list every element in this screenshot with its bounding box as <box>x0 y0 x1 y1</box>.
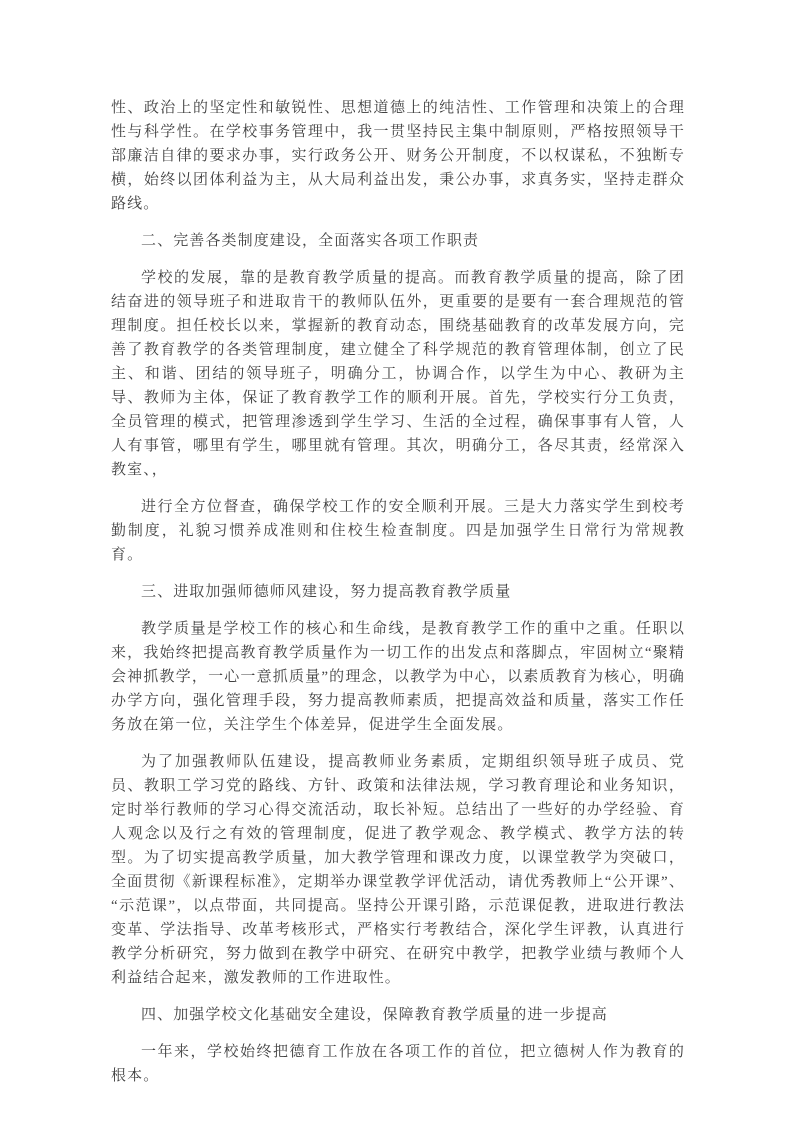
paragraph: 进行全方位督查，确保学校工作的安全顺利开展。三是大力落实学生到校考勤制度，礼貌习惯养成准则和住校生检查制度。四是加强学生日常行为常规教育。 <box>111 499 685 563</box>
document-body <box>111 96 685 1088</box>
paragraph: 学校的发展，靠的是教育教学质量的提高。而教育教学质量的提高，除了团结奋进的领导班子和进取肯干的教师队伍外，更重要的是要有一套合理规范的管理制度。担任校长以来，掌握新的教育动态，围绕基础教育的改革发展方向，完善了教育教学的各类管理制度，建立健全了科学规范的教育管理体制，创立了民主、和谐、团结的领导班子，明确分工，协调合作，以学生为中心、教研为主导、教师为主体，保证了教育教学工作的顺利开展。首先，学校实行分工负责，全员管理的模式，把管理渗透到学生学习、生活的全过程，确保事事有人管，人人有事管，哪里有学生，哪里就有管理。其次，明确分工，各尽其责，经常深入教室、， <box>111 270 685 478</box>
paragraph: 教学质量是学校工作的核心和生命线，是教育教学工作的重中之重。任职以来，我始终把提高教育教学质量作为一切工作的出发点和落脚点，牢固树立“聚精会神抓教学，一心一意抓质量”的理念，以教学为中心，以素质教育为核心，明确办学方向，强化管理手段，努力提高教师素质，把提高效益和质量，落实工作任务放在第一位，关注学生个体差异，促进学生全面发展。 <box>111 621 685 733</box>
paragraph: 性、政治上的坚定性和敏锐性、思想道德上的纯洁性、工作管理和决策上的合理性与科学性。在学校事务管理中，我一贯坚持民主集中制原则，严格按照领导干部廉洁自律的要求办事，实行政务公开、财务公开制度，不以权谋私，不独断专横，始终以团体利益为主，从大局利益出发，秉公办事，求真务实，坚持走群众路线。 <box>111 100 685 212</box>
paragraph: 为了加强教师队伍建设，提高教师业务素质，定期组织领导班子成员、党员、教职工学习党的路线、方针、政策和法律法规，学习教育理论和业务知识，定时举行教师的学习心得交流活动，取长补短。总结出了一些好的办学经验、育人观念以及行之有效的管理制度，促进了教学观念、教学模式、教学方法的转型。为了切实提高教学质量，加大教学管理和课改力度，以课堂教学为突破口，全面贯彻《新课程标准》，定期举办课堂教学评优活动，请优秀教师上“公开课”、“示范课”，以点带面，共同提高。坚持公开课引路，示范课促教，进取进行教法变革、学法指导、改革考核形式，严格实行考教结合，深化学生评教，认真进行教学分析研究，努力做到在教学中研究、在研究中教学，把教学业绩与教师个人利益结合起来，激发教师的工作进取性。 <box>111 754 685 986</box>
section-heading: 三、进取加强师德师风建设，努力提高教育教学质量 <box>141 584 512 600</box>
section-heading: 四、加强学校文化基础安全建设，保障教育教学质量的进一步提高 <box>141 1007 608 1023</box>
section-heading: 二、完善各类制度建设，全面落实各项工作职责 <box>141 233 480 249</box>
paragraph: 一年来，学校始终把德育工作放在各项工作的首位，把立德树人作为教育的根本。 <box>111 1044 685 1084</box>
